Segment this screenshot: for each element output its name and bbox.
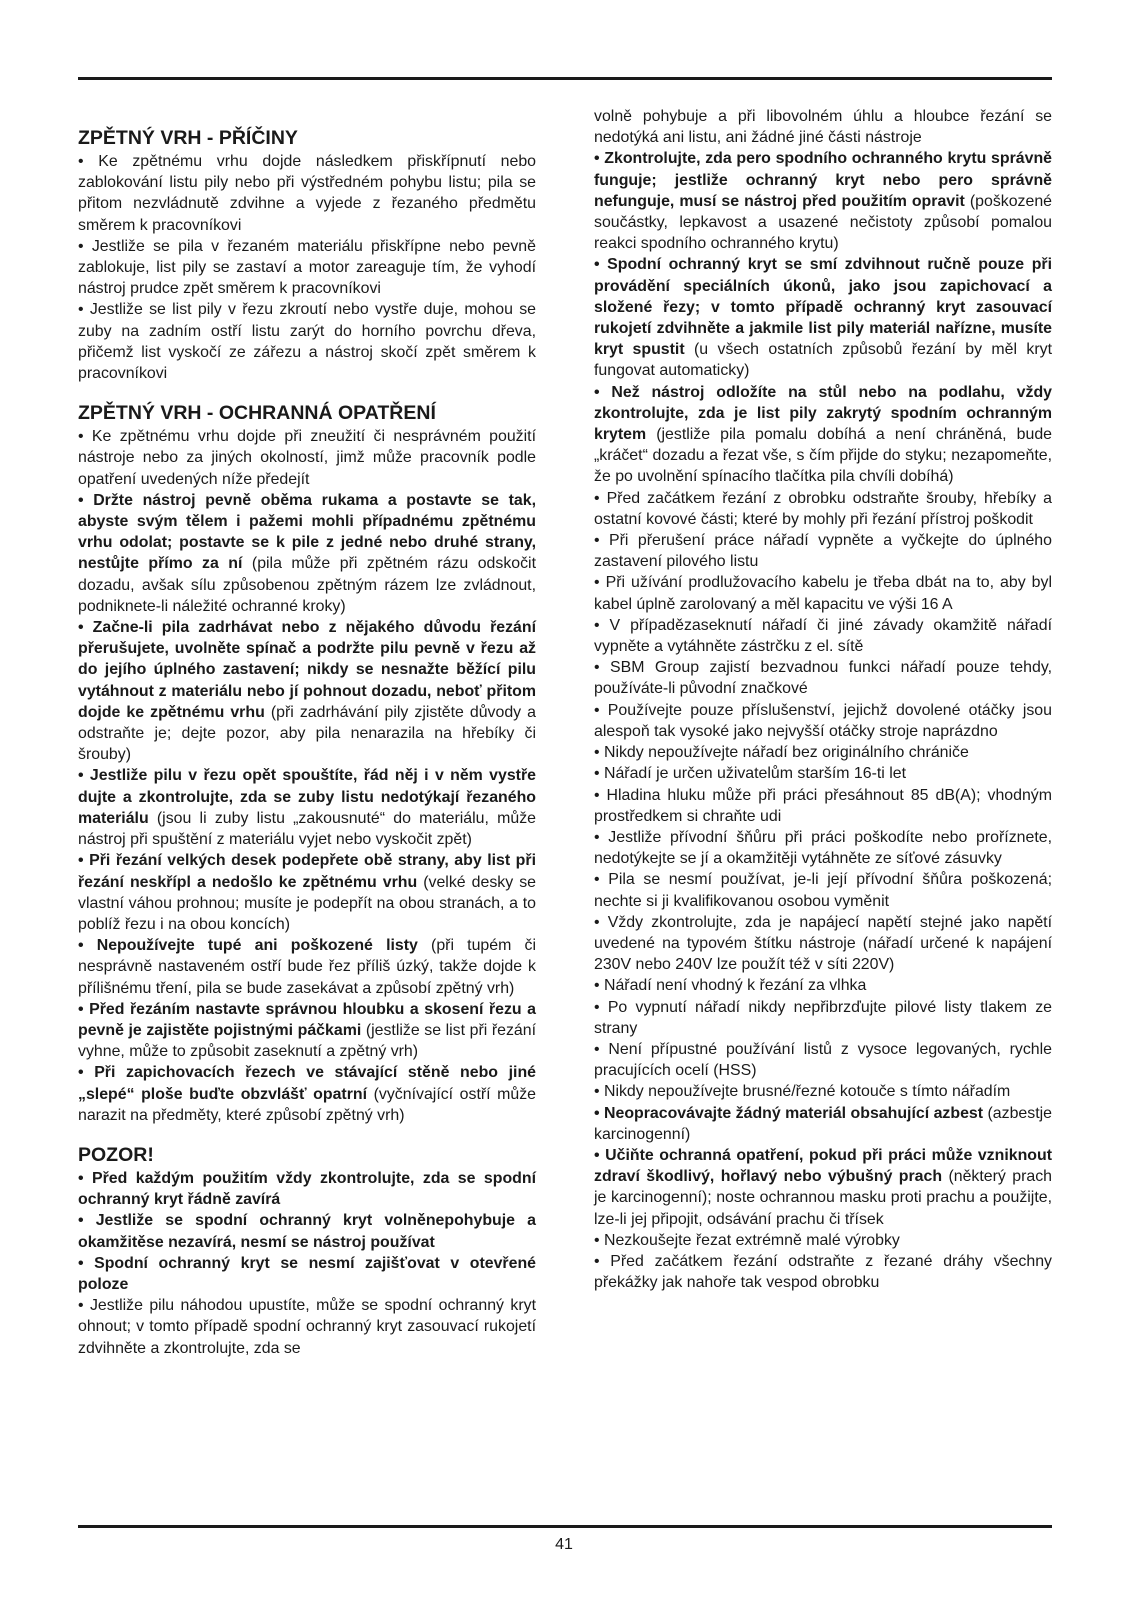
section-heading: POZOR! <box>78 1143 154 1166</box>
text-run: (jsou li zuby listu „zakousnuté“ do materiálu, může nástroj při spuštění z materiálu vyjet nebo vyskočit zpět) <box>78 809 536 849</box>
text-run: • Jestliže pilu náhodou upustíte, může se spodní ochranný kryt ohnout; v tomto případě spodní ochranný kryt zasouvací rukojetí zdvihněte a zkontrolujte, zda se <box>78 1297 536 1357</box>
section-heading: ZPĚTNÝ VRH - PŘÍČINY <box>78 127 298 149</box>
paragraph <box>78 299 536 384</box>
page-number: 41 <box>555 1536 573 1553</box>
paragraph <box>78 1210 536 1252</box>
text-run: • Před začátkem řezání odstraňte z řezané dráhy všechny překážky jak nahoře tak vespod obrobku <box>594 1252 1052 1292</box>
right-column <box>594 106 1052 1293</box>
text-run: • Jestliže se pila v řezaném materiálu přiskřípne nebo pevně zablokuje, list pily se zastaví a motor zareaguje tím, že vyhodí nástroj prudce zpět směrem k pracovníkovi <box>78 237 536 298</box>
bold-text: • Nepoužívejte tupé ani poškozené listy <box>78 937 418 955</box>
paragraph <box>594 827 1052 869</box>
paragraph <box>78 151 536 236</box>
text-run: • Nezkoušejte řezat extrémně malé výrobky <box>594 1231 900 1249</box>
bold-text: • Jestliže se spodní ochranný kryt volněnepohybuje a okamžitěse nezavírá, nesmí se nástroj používat <box>78 1212 536 1251</box>
bold-text: • Jestliže pilu v řezu opět spouštíte, řád něj i v něm vystře dujte a zkontrolujte, zda se zuby listu nedotýkají řezaného materiálu <box>78 767 536 827</box>
paragraph <box>78 490 536 617</box>
text-run: • Hladina hluku může při práci přesáhnout 85 dB(A); vhodným prostředkem si chraňte udi <box>594 786 1052 825</box>
bold-text: • Při zapichovacích řezech ve stávající stěně nebo jiné „slepé“ ploše buďte obzvlášť opatrní <box>78 1064 536 1103</box>
text-run: (vyčnívající ostří může narazit na předměty, které způsobí zpětný vrh) <box>78 1085 536 1124</box>
bold-text: • Spodní ochranný kryt se nesmí zajišťovat v otevřené poloze <box>78 1254 536 1293</box>
paragraph <box>594 785 1052 827</box>
paragraph <box>594 1039 1052 1081</box>
text-run: • Ke zpětnému vrhu dojde následkem přiskřípnutí nebo zablokování listu pily nebo při výstředném pohybu listu; pila se přitom nezvládnutě zdvihne a vyjede z řezaného předmětu směrem k pracovníkovi <box>78 153 536 234</box>
text-run: • Při přerušení práce nářadí vypněte a vyčkejte do úplného zastavení pilového listu <box>594 532 1052 571</box>
paragraph <box>78 999 536 1063</box>
bottom-rule <box>78 1525 1052 1528</box>
text-run: • Nikdy nepoužívejte nářadí bez originálního chrániče <box>594 744 969 762</box>
text-run: • Není přípustné používání listů z vysoce legovaných, rychle pracujících ocelí (HSS) <box>594 1040 1052 1080</box>
text-run: • SBM Group zajistí bezvadnou funkci nářadí pouze tehdy, používáte-li původní značkové <box>594 659 1052 698</box>
paragraph <box>594 572 1052 614</box>
text-run: • Jestliže přívodní šňůru při práci poškodíte nebo proříznete, nedotýkejte se jí a okamžitěji vytáhněte ze síťové zásuvky <box>594 828 1052 868</box>
paragraph <box>78 765 536 850</box>
paragraph <box>594 1230 1052 1251</box>
paragraph <box>594 869 1052 911</box>
text-run: • Před začátkem řezání z obrobku odstraňte šrouby, hřebíky a ostatní kovové části; které by mohly při řezání přístroj poškodit <box>594 489 1052 528</box>
paragraph <box>594 742 1052 763</box>
text-run: (při zadrhávání pily zjistěte důvody a odstraňte je; dejte pozor, aby pila nenarazila na hřebíky či šrouby) <box>78 703 536 764</box>
text-run: (jestliže se list při řezání vyhne, může to způsobit zaseknutí a zpětný vrh) <box>78 1021 536 1061</box>
paragraph <box>594 382 1052 488</box>
text-run: (velké desky se vlastní váhou prohnou; musíte je podepřít na obou stranách, a to poblíž řezu i na obou koncích) <box>78 873 536 933</box>
paragraph <box>594 700 1052 742</box>
bold-text: • Před každým použitím vždy zkontrolujte, zda se spodní ochranný kryt řádně zavírá <box>78 1169 536 1209</box>
paragraph <box>78 1295 536 1359</box>
text-run: • Při užívání prodlužovacího kabelu je třeba dbát na to, aby byl kabel úplně zarolovaný a měl kapacitu ve výši 16 A <box>594 574 1052 613</box>
bold-text: • Držte nástroj pevně oběma rukama a postavte se tak, abyste svým tělem i pažemi mohli případnému zpětnému vrhu odolat; postavte se k pile z jedné nebo druhé strany, nestůjte přímo za ní <box>78 491 536 573</box>
paragraph <box>594 763 1052 784</box>
paragraph <box>78 236 536 300</box>
text-run: (poškozené součástky, lepkavost a usazené nečistoty způsobí pomalou reakci spodního ochranného krytu) <box>594 192 1053 253</box>
paragraph <box>594 1251 1052 1293</box>
paragraph <box>594 488 1052 530</box>
text-run: • Vždy zkontrolujte, zda je napájecí napětí stejné jako napětí uvedené na typovém štítku nástroje (nářadí určené k napájení 230V nebo 240V lze použít též v síti 220V) <box>594 913 1052 974</box>
text-run: • Nikdy nepoužívejte brusné/řezné kotouče s tímto nářadím <box>594 1083 1011 1101</box>
paragraph <box>594 106 1052 148</box>
paragraph <box>594 657 1052 699</box>
text-run: (azbestje karcinogenní) <box>594 1104 1052 1143</box>
bold-text: • Neopracovávajte žádný materiál obsahující azbest <box>594 1104 984 1122</box>
paragraph <box>78 1168 536 1210</box>
paragraph <box>594 148 1052 254</box>
top-rule <box>78 77 1052 80</box>
text-run: • Jestliže se list pily v řezu zkroutí nebo vystře duje, mohou se zuby na zadním ostří listu zarýt do horního povrchu dřeva, přičemž list vyskočí ze zářezu a nástroj skočí zpět směrem k pracovníkovi <box>78 301 536 383</box>
text-run: • V případězaseknutí nářadí či jiné závady okamžitě nářadí vypněte a vytáhněte zástrčku z el. sítě <box>594 616 1052 656</box>
paragraph <box>594 254 1052 381</box>
paragraph <box>594 1081 1052 1102</box>
paragraph <box>78 1253 536 1295</box>
text-run: (při tupém či nesprávně nastaveném ostří bude řez příliš úzký, takže dojde k přílišnému tření, pila se bude zasekávat a způsobí zpětný vrh) <box>78 937 536 997</box>
text-run: • Používejte pouze příslušenství, jejichž dovolené otáčky jsou alespoň tak vysoké jako nejvyšší otáčky stroje naprázdno <box>594 701 1052 740</box>
bold-text: • Před řezáním nastavte správnou hloubku a skosení řezu a pevně je zajistěte pojistnými páčkami <box>78 1000 536 1039</box>
text-run: • Ke zpětnému vrhu dojde při zneužití či nesprávném použití nástroje nebo za jiných okolností, jimž může pracovník podle opatření uvedených níže předejít <box>78 428 536 488</box>
paragraph <box>594 615 1052 657</box>
text-run: (některý prach je karcinogenní); noste ochrannou masku proti prachu a použijte, lze-li jej připojit, odsávání prachu či třísek <box>594 1168 1052 1228</box>
paragraph <box>594 912 1052 976</box>
paragraph <box>594 530 1052 572</box>
paragraph <box>78 617 536 765</box>
bold-text: • Při řezání velkých desek podepřete obě strany, aby list při řezání neskřípl a nedošlo ke zpětnému vrhu <box>78 852 536 891</box>
paragraph <box>594 1103 1052 1145</box>
bold-text: • Spodní ochranný kryt se smí zdvihnout ručně pouze při provádění speciálních úkonů, jako jsou zapichovací a složené řezy; v tomto případě ochranný kryt zasouvací rukojetí zdvihněte a jakmile list pily materiál nařízne, musíte kryt spustit <box>594 256 1052 359</box>
left-column <box>78 106 536 1359</box>
text-run: • Nářadí je určen uživatelům starším 16-ti let <box>594 765 907 783</box>
bold-text: • Začne-li pila zadrhávat nebo z nějakého důvodu řezání přerušujete, uvolněte spínač a podržte pilu pevně v řezu až do jejího úplného zastavení; nikdy se nesnažte běžící pilu vytáhnout z materiálu nebo jí pohnout dozadu, neboť přitom dojde ke zpětnému vrhu <box>78 619 536 721</box>
text-run: (jestliže pila pomalu dobíhá a není chráněná, bude „kráčet“ dozadu a řezat vše, s čím přijde do styku; nezapomeňte, že po uvolnění spínacího tlačítka pila chvíli dobíhá) <box>594 426 1052 486</box>
paragraph <box>78 850 536 935</box>
paragraph <box>594 1145 1052 1230</box>
paragraph <box>594 997 1052 1039</box>
text-run: • Nářadí není vhodný k řezání za vlhka <box>594 977 867 995</box>
bold-text: • Učiňte ochranná opatření, pokud při práci může vzniknout zdraví škodlivý, hořlavý nebo výbušný prach <box>594 1146 1052 1186</box>
text-run: • Po vypnutí nářadí nikdy nepřibrzďujte pilové listy tlakem ze strany <box>594 998 1052 1037</box>
text-run: volně pohybuje a při libovolném úhlu a hloubce řezání se nedotýká ani listu, ani žádné jiné části nástroje <box>594 108 1052 147</box>
paragraph <box>78 426 536 490</box>
bold-text: • Zkontrolujte, zda pero spodního ochranného krytu správně funguje; jestliže ochranný kryt nebo pero správně nefunguje, musí se nástroj před použitím opravit <box>594 150 1052 210</box>
text-run: (pila může při zpětném rázu odskočit dozadu, avšak sílu způsobenou zpětným rázem lze zvládnout, podniknete-li náležité ochranné kroky) <box>78 555 536 615</box>
section-heading: ZPĚTNÝ VRH - OCHRANNÁ OPATŘENÍ <box>78 402 436 425</box>
paragraph <box>78 935 536 999</box>
paragraph <box>78 1062 536 1126</box>
text-run: (u všech ostatních způsobů řezání by měl kryt fungovat automaticky) <box>594 341 1052 380</box>
bold-text: • Než nástroj odložíte na stůl nebo na podlahu, vždy zkontrolujte, zda je list pily zakrytý spodním ochranným krytem <box>594 383 1052 444</box>
paragraph <box>594 975 1052 996</box>
text-run: • Pila se nesmí používat, je-li její přívodní šňůra poškozená; nechte si ji kvalifikovanou osobou vyměnit <box>594 871 1052 910</box>
